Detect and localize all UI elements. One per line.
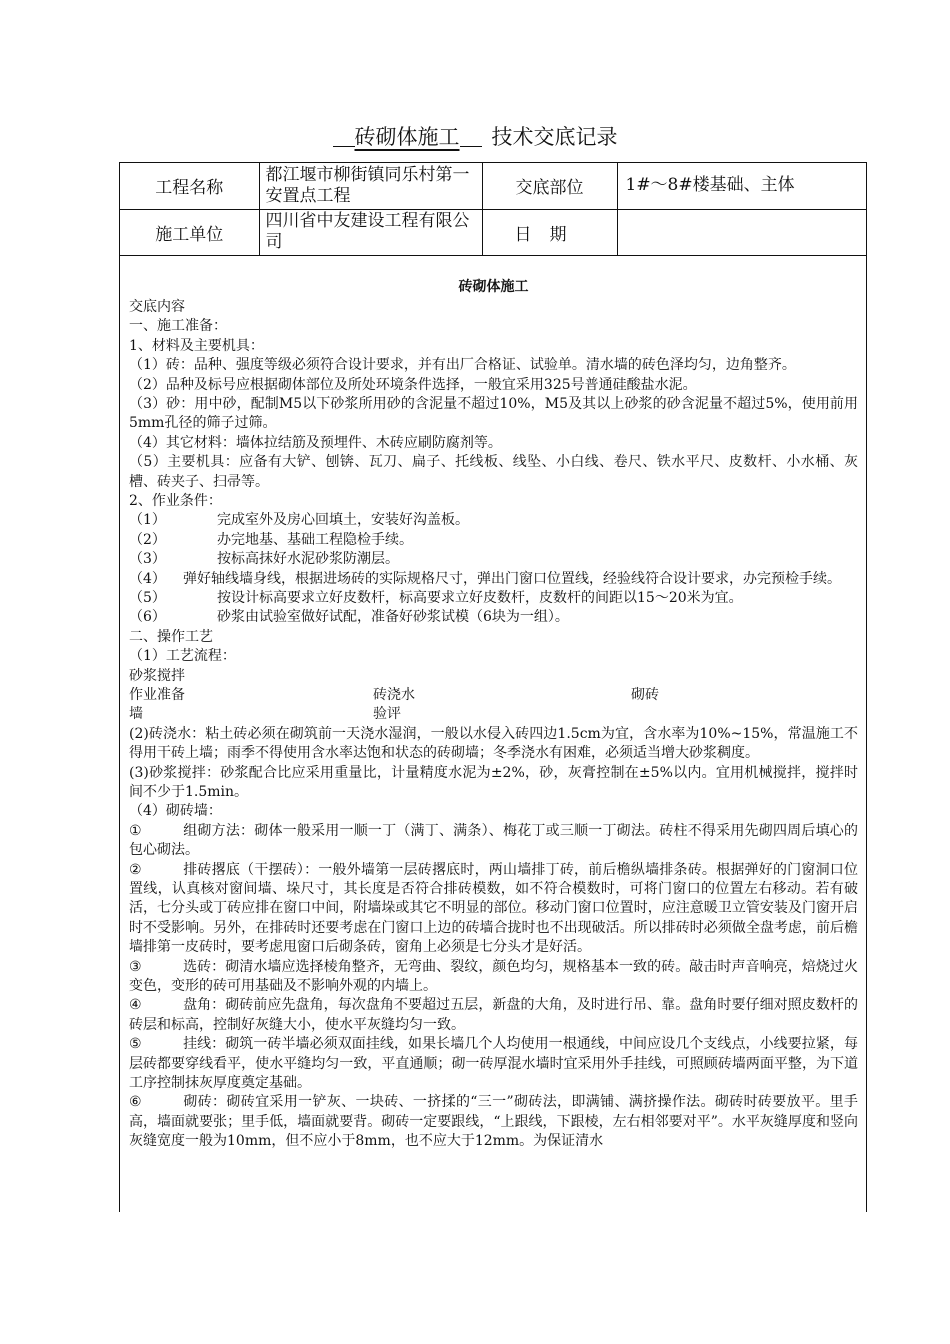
- list-item: [129, 996, 858, 1035]
- list-item: [129, 589, 858, 608]
- paragraph: （5）主要机具：应备有大铲、刨锛、瓦刀、扁子、托线板、线坠、小白线、卷尺、铁水平尺、皮数杆、小水桶、灰槽、砖夹子、扫帚等。: [129, 454, 858, 490]
- heading-process: 二、操作工艺: [129, 628, 213, 645]
- list-item: [129, 1035, 858, 1093]
- item-number: （3）: [129, 551, 166, 568]
- heading-materials: 1、材料及主要机具：: [129, 337, 264, 354]
- project-name-value: 都江堰市柳街镇同乐村第一安置点工程: [259, 163, 482, 209]
- item-number: ⑤: [129, 1036, 142, 1053]
- item-text: 按设计标高要求立好皮数杆，标高要求立好皮数杆，皮数杆的间距以15～20米为宜。: [217, 589, 743, 606]
- item-text: 选砖：砌清水墙应选择棱角整齐，无弯曲、裂纹，颜色均匀，规格基本一致的砖。敲击时声音响亮，焙烧过火变色，变形的砖可用基础及不影响外观的内墙上。: [129, 958, 858, 994]
- info-table: [120, 163, 866, 256]
- flow-row: [129, 705, 858, 724]
- paragraph: （4）其它材料：墙体拉结筋及预埋件、木砖应刷防腐剂等。: [129, 434, 502, 451]
- title-rest: 技术交底记录: [491, 125, 618, 149]
- item-number: （6）: [129, 609, 166, 626]
- item-number: （1）: [129, 512, 166, 529]
- item-number: ⑥: [129, 1094, 142, 1111]
- item-number: （5）: [129, 589, 166, 606]
- date-value: [617, 209, 866, 255]
- item-number: ①: [129, 822, 142, 839]
- list-item: [129, 608, 858, 627]
- item-text: 完成室外及房心回填土，安装好沟盖板。: [217, 512, 469, 529]
- list-item: [129, 570, 858, 589]
- title-underline-lead: [333, 128, 355, 147]
- flow-item: 砖浇水: [373, 686, 415, 703]
- list-item: [129, 511, 858, 530]
- content-body: [119, 270, 867, 1152]
- flow-row: [129, 686, 858, 705]
- flow-heading: （1）工艺流程：: [129, 648, 236, 665]
- item-number: ④: [129, 997, 142, 1014]
- list-item: [129, 861, 858, 958]
- date-label: 日期: [482, 209, 617, 255]
- section-title: 砖砌体施工: [458, 279, 529, 295]
- flow-item: 砌砖: [631, 686, 659, 703]
- list-item: [129, 958, 858, 997]
- handover-part-value: 1#～8#楼基础、主体: [617, 163, 866, 209]
- item-text: 弹好轴线墙身线，根据进场砖的实际规格尺寸，弹出门窗口位置线，经验线符合设计要求，办完预检手续。: [183, 570, 841, 587]
- flow-item: 作业准备: [129, 686, 185, 703]
- item-number: （2）: [129, 531, 166, 548]
- item-number: ③: [129, 958, 142, 975]
- paragraph: (2)砖浇水：粘土砖必须在砌筑前一天浇水湿润，一般以水侵入砖四边1.5cm为宜，含水率为10%~15%，常温施工不得用干砖上墙；雨季不得使用含水率达饱和状态的砖砌墙；冬季浇水有困难，必须适当增大砂浆稠度。: [129, 725, 858, 762]
- title-underline-trail: [460, 128, 482, 147]
- document-title: [0, 121, 950, 151]
- item-number: （4）: [129, 570, 166, 587]
- item-text: 砌砖：砌砖宜采用一铲灰、一块砖、一挤揉的“三一”砌砖法，即满铺、满挤操作法。砌砖时砖要放平。里手高，墙面就要张；里手低，墙面就要背。砌砖一定要跟线，“上跟线，下跟棱，左右相邻要对平”。水平灰缝厚度和竖向灰缝宽度一般为10mm，但不应小于8mm，也不应大于12mm。为保证清水: [129, 1094, 858, 1150]
- item-text: 排砖撂底（干摆砖）：一般外墙第一层砖撂底时，两山墙排丁砖，前后檐纵墙排条砖。根据弹好的门窗洞口位置线，认真核对窗间墙、垛尺寸，其长度是否符合排砖模数，如不符合模数时，可将门窗口的位置左右移动。若有破活，七分头或丁砖应排在窗口中间，附墙垛或其它不明显的部位。移动门窗口位置时，应注意暖卫立管安装及门窗开启时不受影响。另外，在排砖时还要考虑在门窗口上边的砖墙合拢时也不出现破活。所以排砖时必须做全盘考虑，前后檐墙排第一皮砖时，要考虑甩窗口后砌条砖，窗角上必须是七分头才是好活。: [129, 861, 858, 956]
- item-number: ②: [129, 861, 142, 878]
- paragraph: （3）砂：用中砂，配制M5以下砂浆所用砂的含泥量不超过10%，M5及其以上砂浆的砂含泥量不超过5%，使用前用5mm孔径的筛子过筛。: [129, 395, 858, 432]
- heading-bricklaying: （4）砌砖墙：: [129, 803, 222, 820]
- construction-unit-value: 四川省中友建设工程有限公司: [259, 209, 482, 255]
- flow-item: 砂浆搅拌: [129, 667, 185, 684]
- heading-conditions: 2、作业条件：: [129, 493, 222, 510]
- item-text: 盘角：砌砖前应先盘角，每次盘角不要超过五层，新盘的大角，及时进行吊、靠。盘角时要仔细对照皮数杆的砖层和标高，控制好灰缝大小，使水平灰缝均匀一致。: [129, 997, 858, 1033]
- item-text: 办完地基、基础工程隐检手续。: [217, 531, 413, 548]
- item-text: 挂线：砌筑一砖半墙必须双面挂线，如果长墙几个人均使用一根通线，中间应设几个支线点，小线要拉紧，每层砖都要穿线看平，使水平缝均匀一致，平直通顺；砌一砖厚混水墙时宜采用外手挂线，可照顾砖墙两面平整，为下道工序控制抹灰厚度奠定基础。: [129, 1036, 858, 1092]
- list-item: [129, 531, 858, 550]
- project-name-label: 工程名称: [120, 163, 259, 209]
- title-underlined-part: 砖砌体施工: [354, 125, 460, 149]
- list-item: [129, 822, 858, 861]
- paragraph: （1）砖：品种、强度等级必须符合设计要求，并有出厂合格证、试验单。清水墙的砖色泽均匀，边角整齐。: [129, 357, 796, 374]
- list-item: [129, 1093, 858, 1151]
- item-text: 按标高抹好水泥砂浆防潮层。: [217, 551, 399, 568]
- list-item: [129, 550, 858, 569]
- handover-part-label: 交底部位: [482, 163, 617, 209]
- construction-unit-label: 施工单位: [120, 209, 259, 255]
- flow-item: 墙: [129, 706, 143, 723]
- item-text: 组砌方法：砌体一般采用一顺一丁（满丁、满条）、梅花丁或三顺一丁砌法。砖柱不得采用先砌四周后填心的包心砌法。: [129, 822, 858, 859]
- content-heading: 交底内容: [129, 299, 185, 315]
- paragraph: (3)砂浆搅拌：砂浆配合比应采用重量比，计量精度水泥为±2%，砂，灰膏控制在±5%以内。宜用机械搅拌，搅拌时间不少于1.5min。: [129, 764, 858, 800]
- item-text: 砂浆由试验室做好试配，准备好砂浆试模（6块为一组）。: [217, 609, 569, 626]
- paragraph: （2）品种及标号应根据砌体部位及所处环境条件选择，一般宜采用325号普通硅酸盐水泥。: [129, 376, 697, 393]
- flow-item: 验评: [373, 706, 401, 723]
- heading-prep: 一、施工准备：: [129, 318, 227, 335]
